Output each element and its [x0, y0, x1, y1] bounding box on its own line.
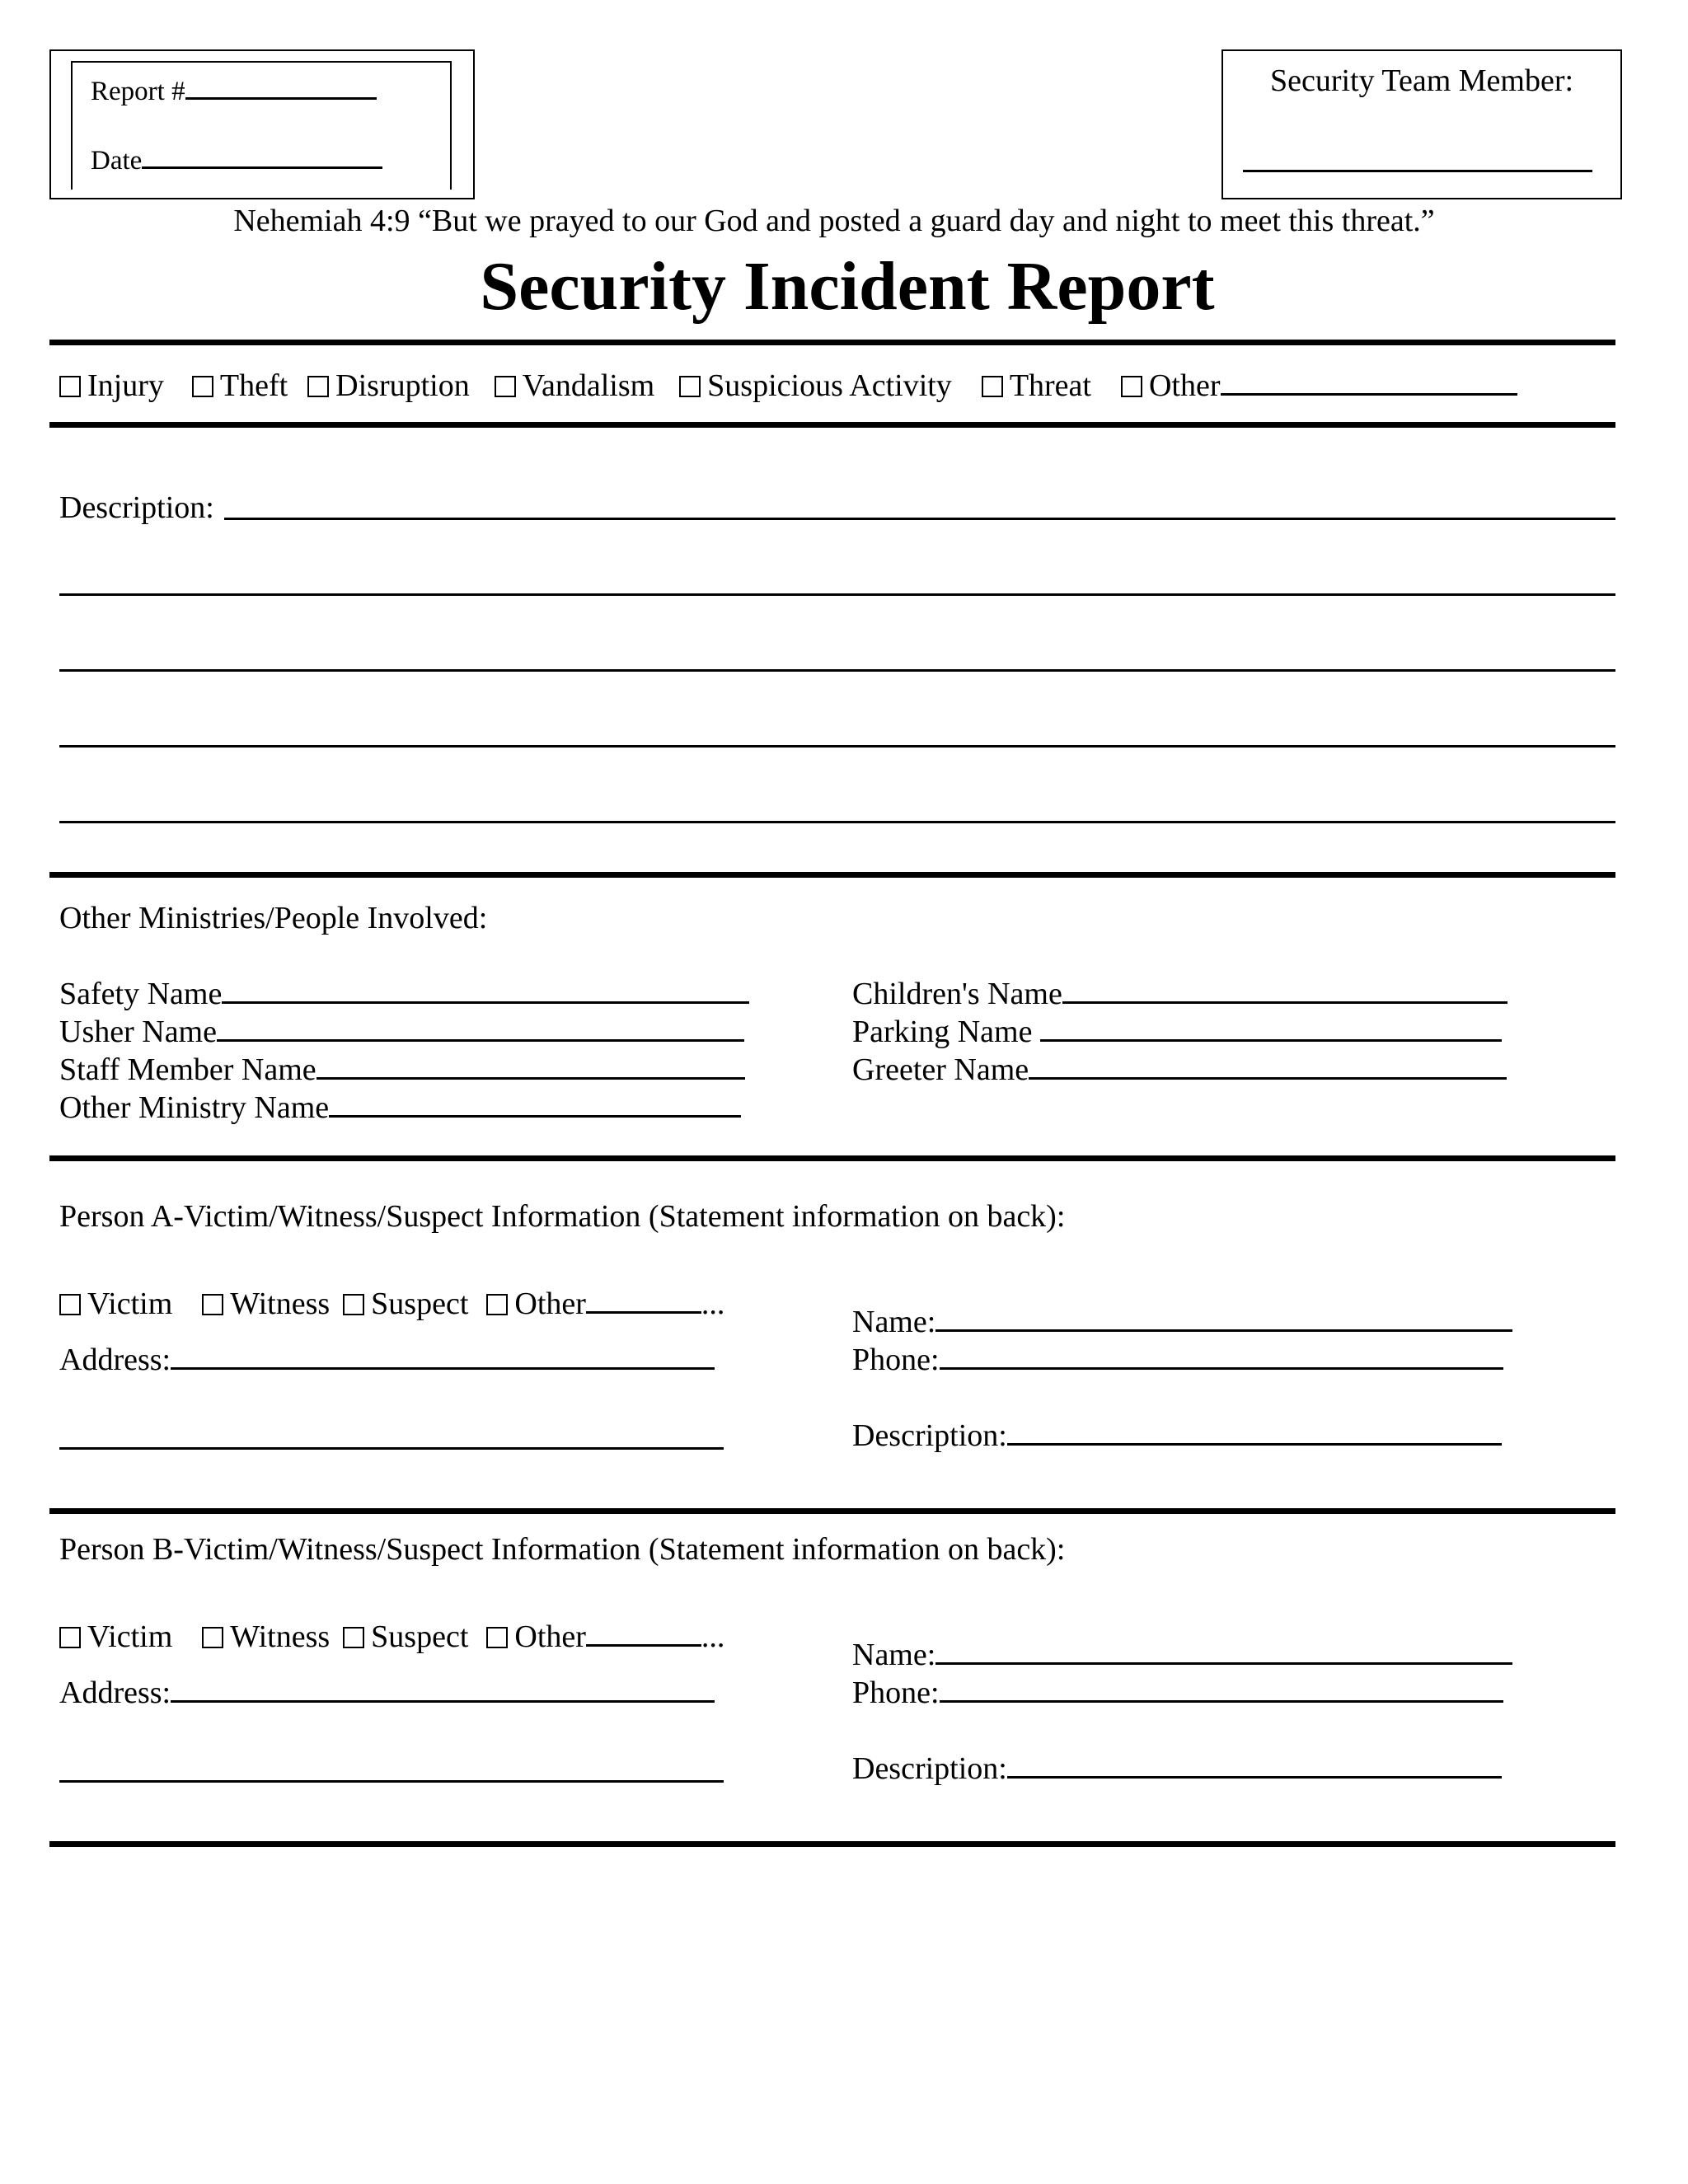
divider	[49, 1508, 1615, 1514]
role-option-victim[interactable]: Victim	[59, 1286, 172, 1322]
field-blank[interactable]	[935, 1638, 1512, 1665]
person-b-address-field[interactable]: Address:	[59, 1675, 715, 1711]
field-blank[interactable]	[1062, 977, 1507, 1004]
person-a-address-field[interactable]: Address:	[59, 1342, 715, 1378]
checkbox[interactable]	[202, 1294, 223, 1315]
role-option-victim[interactable]: Victim	[59, 1619, 172, 1655]
report-number-label: Report #	[91, 77, 185, 106]
checkbox[interactable]	[1121, 376, 1142, 397]
person-a-address-line[interactable]	[59, 1447, 724, 1450]
report-number-blank[interactable]	[185, 73, 377, 100]
role-option-other[interactable]: Other ...	[486, 1619, 724, 1655]
person-b-phone-field[interactable]: Phone:	[852, 1675, 1503, 1711]
divider	[49, 872, 1615, 878]
field-blank[interactable]	[171, 1675, 715, 1703]
person-a-heading: Person A-Victim/Witness/Suspect Information (Statement information on back):	[59, 1199, 1066, 1234]
other-blank[interactable]	[586, 1286, 701, 1314]
checkbox[interactable]	[59, 376, 81, 397]
date-label: Date	[91, 146, 143, 176]
divider	[49, 1155, 1615, 1161]
ministry-field-usher[interactable]: Usher Name	[59, 1014, 744, 1050]
incident-option-theft[interactable]: Theft	[192, 368, 288, 404]
divider	[49, 422, 1615, 428]
verse-quote: Nehemiah 4:9 “But we prayed to our God and posted a guard day and night to meet this threat.”	[233, 204, 1435, 238]
field-blank[interactable]	[940, 1675, 1503, 1703]
field-blank[interactable]	[329, 1090, 741, 1118]
incident-type-row	[59, 368, 1517, 404]
checkbox[interactable]	[679, 376, 701, 397]
person-b-name-field[interactable]: Name:	[852, 1637, 1512, 1673]
person-b-description-field[interactable]: Description:	[852, 1750, 1502, 1787]
description-line[interactable]	[59, 669, 1615, 672]
incident-option-threat[interactable]: Threat	[982, 368, 1091, 404]
field-blank[interactable]	[1007, 1751, 1502, 1779]
checkbox[interactable]	[486, 1627, 508, 1648]
incident-option-vandalism[interactable]: Vandalism	[495, 368, 654, 404]
date-field[interactable]	[91, 142, 382, 177]
ministry-field-staff-member[interactable]: Staff Member Name	[59, 1052, 745, 1088]
ministry-field-children[interactable]: Children's Name	[852, 976, 1507, 1012]
incident-option-injury[interactable]: Injury	[59, 368, 164, 404]
field-blank[interactable]	[171, 1343, 715, 1370]
ministry-field-parking[interactable]: Parking Name	[852, 1014, 1502, 1050]
date-blank[interactable]	[142, 142, 382, 169]
field-blank[interactable]	[217, 1015, 744, 1042]
role-option-witness[interactable]: Witness	[202, 1286, 330, 1322]
field-blank[interactable]	[1007, 1418, 1502, 1446]
checkbox[interactable]	[192, 376, 213, 397]
security-member-blank[interactable]	[1243, 170, 1592, 172]
role-option-suspect[interactable]: Suspect	[343, 1286, 468, 1322]
checkbox[interactable]	[486, 1294, 508, 1315]
page-title: Security Incident Report	[480, 248, 1215, 325]
person-a-roles	[59, 1286, 724, 1322]
report-number-field[interactable]	[91, 73, 377, 108]
person-b-address-line[interactable]	[59, 1780, 724, 1783]
field-blank[interactable]	[222, 977, 749, 1004]
incident-option-disruption[interactable]: Disruption	[307, 368, 470, 404]
description-line[interactable]	[59, 745, 1615, 748]
field-blank[interactable]	[935, 1305, 1512, 1332]
description-line[interactable]	[224, 518, 1615, 520]
person-a-phone-field[interactable]: Phone:	[852, 1342, 1503, 1378]
field-blank[interactable]	[316, 1052, 745, 1080]
divider	[49, 1841, 1615, 1847]
ministries-heading: Other Ministries/People Involved:	[59, 901, 488, 935]
person-a-name-field[interactable]: Name:	[852, 1304, 1512, 1340]
description-label: Description:	[59, 490, 214, 525]
ministry-field-greeter[interactable]: Greeter Name	[852, 1052, 1507, 1088]
other-blank[interactable]	[586, 1619, 701, 1647]
role-option-other[interactable]: Other ...	[486, 1286, 724, 1322]
checkbox[interactable]	[59, 1627, 81, 1648]
checkbox[interactable]	[495, 376, 516, 397]
checkbox[interactable]	[59, 1294, 81, 1315]
field-blank[interactable]	[1029, 1052, 1507, 1080]
person-a-description-field[interactable]: Description:	[852, 1418, 1502, 1454]
field-blank[interactable]	[1040, 1015, 1502, 1042]
checkbox[interactable]	[202, 1627, 223, 1648]
ministry-field-other-ministry[interactable]: Other Ministry Name	[59, 1090, 741, 1126]
incident-option-suspicious-activity[interactable]: Suspicious Activity	[679, 368, 952, 404]
checkbox[interactable]	[343, 1294, 364, 1315]
checkbox[interactable]	[982, 376, 1003, 397]
field-blank[interactable]	[940, 1343, 1503, 1370]
other-blank[interactable]	[1221, 368, 1517, 396]
security-member-label: Security Team Member:	[1269, 63, 1574, 98]
description-line[interactable]	[59, 821, 1615, 823]
divider	[49, 340, 1615, 345]
description-line[interactable]	[59, 593, 1615, 596]
ministry-field-safety[interactable]: Safety Name	[59, 976, 749, 1012]
role-option-suspect[interactable]: Suspect	[343, 1619, 468, 1655]
incident-option-other[interactable]: Other	[1121, 368, 1517, 404]
checkbox[interactable]	[343, 1627, 364, 1648]
person-b-roles	[59, 1619, 724, 1655]
checkbox[interactable]	[307, 376, 329, 397]
person-b-heading: Person B-Victim/Witness/Suspect Information (Statement information on back):	[59, 1532, 1066, 1567]
role-option-witness[interactable]: Witness	[202, 1619, 330, 1655]
